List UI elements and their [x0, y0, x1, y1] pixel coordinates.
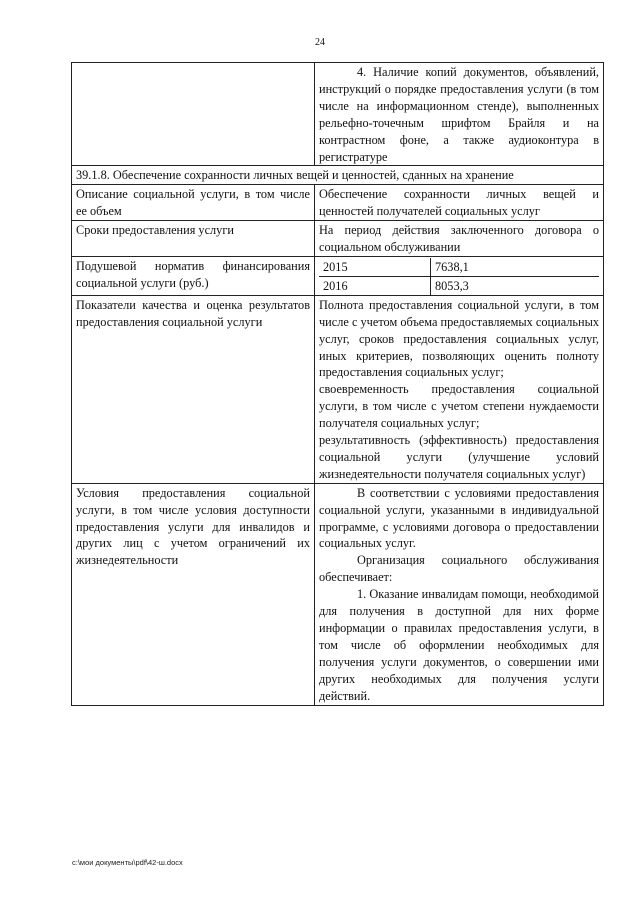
conditions-values: [315, 483, 604, 705]
footer-file-path: c:\мои документы\pdf\42-ш.docx: [72, 858, 183, 867]
financing-row: [319, 258, 599, 276]
quality-paragraph: результативность (эффективность) предоставления социальной услуги (улучшение условий жизнедеятельности получателя социальных услуг): [319, 433, 599, 481]
conditions-paragraph: В соответствии с условиями предоставления социальной услуги, указанными в индивидуальной программе, с условиями договора о предоставлении социальных услуг.: [319, 485, 599, 551]
conditions-label: Условия предоставления социальной услуги, в том числе условия доступности предоставления услуги для инвалидов и других лиц с учетом ограничений их жизнедеятельности: [72, 483, 315, 705]
table-row: [72, 295, 604, 483]
financing-subtable: [319, 258, 599, 295]
financing-amount: 7638,1: [435, 259, 469, 274]
quality-paragraph: своевременность предоставления социальной услуги, в том числе с учетом степени нуждаемости получателя социальных услуг;: [319, 382, 599, 431]
table-row: [72, 256, 604, 295]
financing-row: [319, 276, 599, 294]
financing-label: Подушевой норматив финансирования социальной услуги (руб.): [72, 256, 315, 295]
quality-label: Показатели качества и оценка результатов предоставления социальной услуги: [72, 295, 315, 483]
terms-value: На период действия заключенного договора о социальном обслуживании: [315, 221, 604, 257]
conditions-paragraph: Организация социального обслуживания обеспечивает:: [319, 553, 599, 585]
accessibility-item-text: 4. Наличие копий документов, объявлений, инструкций о порядке предоставления услуги (в том числе на информационном стенде), выполненных рельефно-точечным шрифтом Брайля и на контрастном фоне, а также аудиоконтура в регистратуре: [319, 65, 599, 164]
table-row: [72, 63, 604, 166]
services-table: [71, 62, 604, 706]
table-row: [72, 166, 604, 185]
table-row: [72, 483, 604, 705]
financing-amount: 8053,3: [431, 276, 600, 294]
table-row: [72, 221, 604, 257]
conditions-paragraph: 1. Оказание инвалидам помощи, необходимой для получения в доступной для них форме информации о правилах предоставления услуги, в том числе об оформлении необходимых для получения услуги документов, о совершении ими других необходимых для получения услуги действий.: [319, 587, 599, 703]
description-label: Описание социальной услуги, в том числе ее объем: [72, 185, 315, 221]
page-number: 24: [315, 37, 325, 48]
quality-paragraph: Полнота предоставления социальной услуги, в том числе с учетом объема предоставляемых социальных услуг, сроков предоставления социальных услуг, иных критериев, позволяющих оценить полноту предоставления социальных услуг;: [319, 297, 599, 380]
accessibility-item-cell: [315, 63, 604, 166]
empty-cell: [72, 63, 315, 166]
table-row: [72, 185, 604, 221]
financing-year: 2016: [319, 276, 431, 294]
terms-label: Сроки предоставления услуги: [72, 221, 315, 257]
quality-values: [315, 295, 604, 483]
financing-values: [315, 256, 604, 295]
section-heading: 39.1.8. Обеспечение сохранности личных вещей и ценностей, сданных на хранение: [72, 166, 604, 185]
description-value: Обеспечение сохранности личных вещей и ценностей получателей социальных услуг: [315, 185, 604, 221]
financing-year: 2015: [319, 258, 431, 276]
